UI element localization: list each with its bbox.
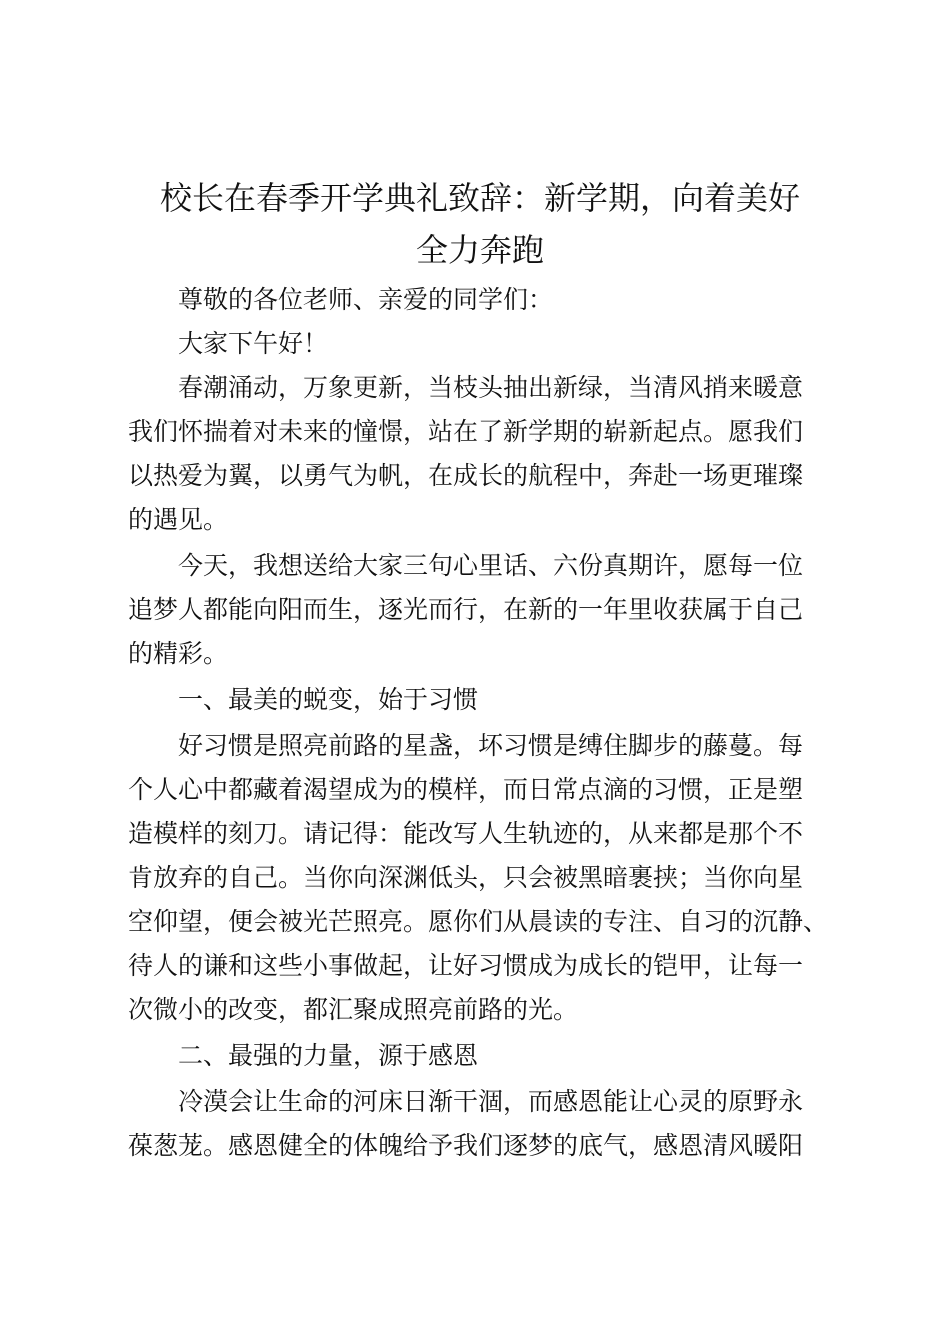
paragraph-line: 次微小的改变，都汇聚成照亮前路的光。 — [128, 995, 579, 1024]
paragraph-line: 的遇见。 — [128, 505, 229, 534]
paragraph-line: 追梦人都能向阳而生，逐光而行，在新的一年里收获属于自己 — [128, 595, 804, 624]
salutation: 尊敬的各位老师、亲爱的同学们： — [178, 285, 554, 314]
paragraph-line: 空仰望，便会被光芒照亮。愿你们从晨读的专注、自习的沉静、 — [128, 907, 829, 936]
paragraph-line: 个人心中都藏着渴望成为的模样，而日常点滴的习惯，正是塑 — [128, 775, 804, 804]
section-heading-1: 一、最美的蜕变，始于习惯 — [178, 685, 479, 714]
paragraph-line: 冷漠会让生命的河床日渐干涸，而感恩能让心灵的原野永 — [178, 1087, 804, 1116]
paragraph-line: 我们怀揣着对未来的憧憬，站在了新学期的崭新起点。愿我们 — [128, 417, 804, 446]
paragraph-line: 待人的谦和这些小事做起，让好习惯成为成长的铠甲，让每一 — [128, 951, 804, 980]
paragraph-line: 好习惯是照亮前路的星盏，坏习惯是缚住脚步的藤蔓。每 — [178, 731, 804, 760]
greeting: 大家下午好！ — [178, 329, 329, 358]
paragraph-line: 肯放弃的自己。当你向深渊低头，只会被黑暗裹挟；当你向星 — [128, 863, 804, 892]
document-title-line-2: 全力奔跑 — [415, 231, 544, 269]
paragraph-line: 葆葱茏。感恩健全的体魄给予我们逐梦的底气，感恩清风暖阳 — [128, 1131, 804, 1160]
paragraph-line: 以热爱为翼，以勇气为帆，在成长的航程中，奔赴一场更璀璨 — [128, 461, 804, 490]
section-heading-2: 二、最强的力量，源于感恩 — [178, 1041, 479, 1070]
document-title-line-1: 校长在春季开学典礼致辞：新学期，向着美好 — [159, 179, 800, 217]
paragraph-line: 的精彩。 — [128, 639, 229, 668]
paragraph-line: 春潮涌动，万象更新，当枝头抽出新绿，当清风捎来暖意 — [178, 373, 804, 402]
paragraph-line: 今天，我想送给大家三句心里话、六份真期许，愿每一位 — [178, 551, 804, 580]
paragraph-line: 造模样的刻刀。请记得：能改写人生轨迹的，从来都是那个不 — [128, 819, 804, 848]
